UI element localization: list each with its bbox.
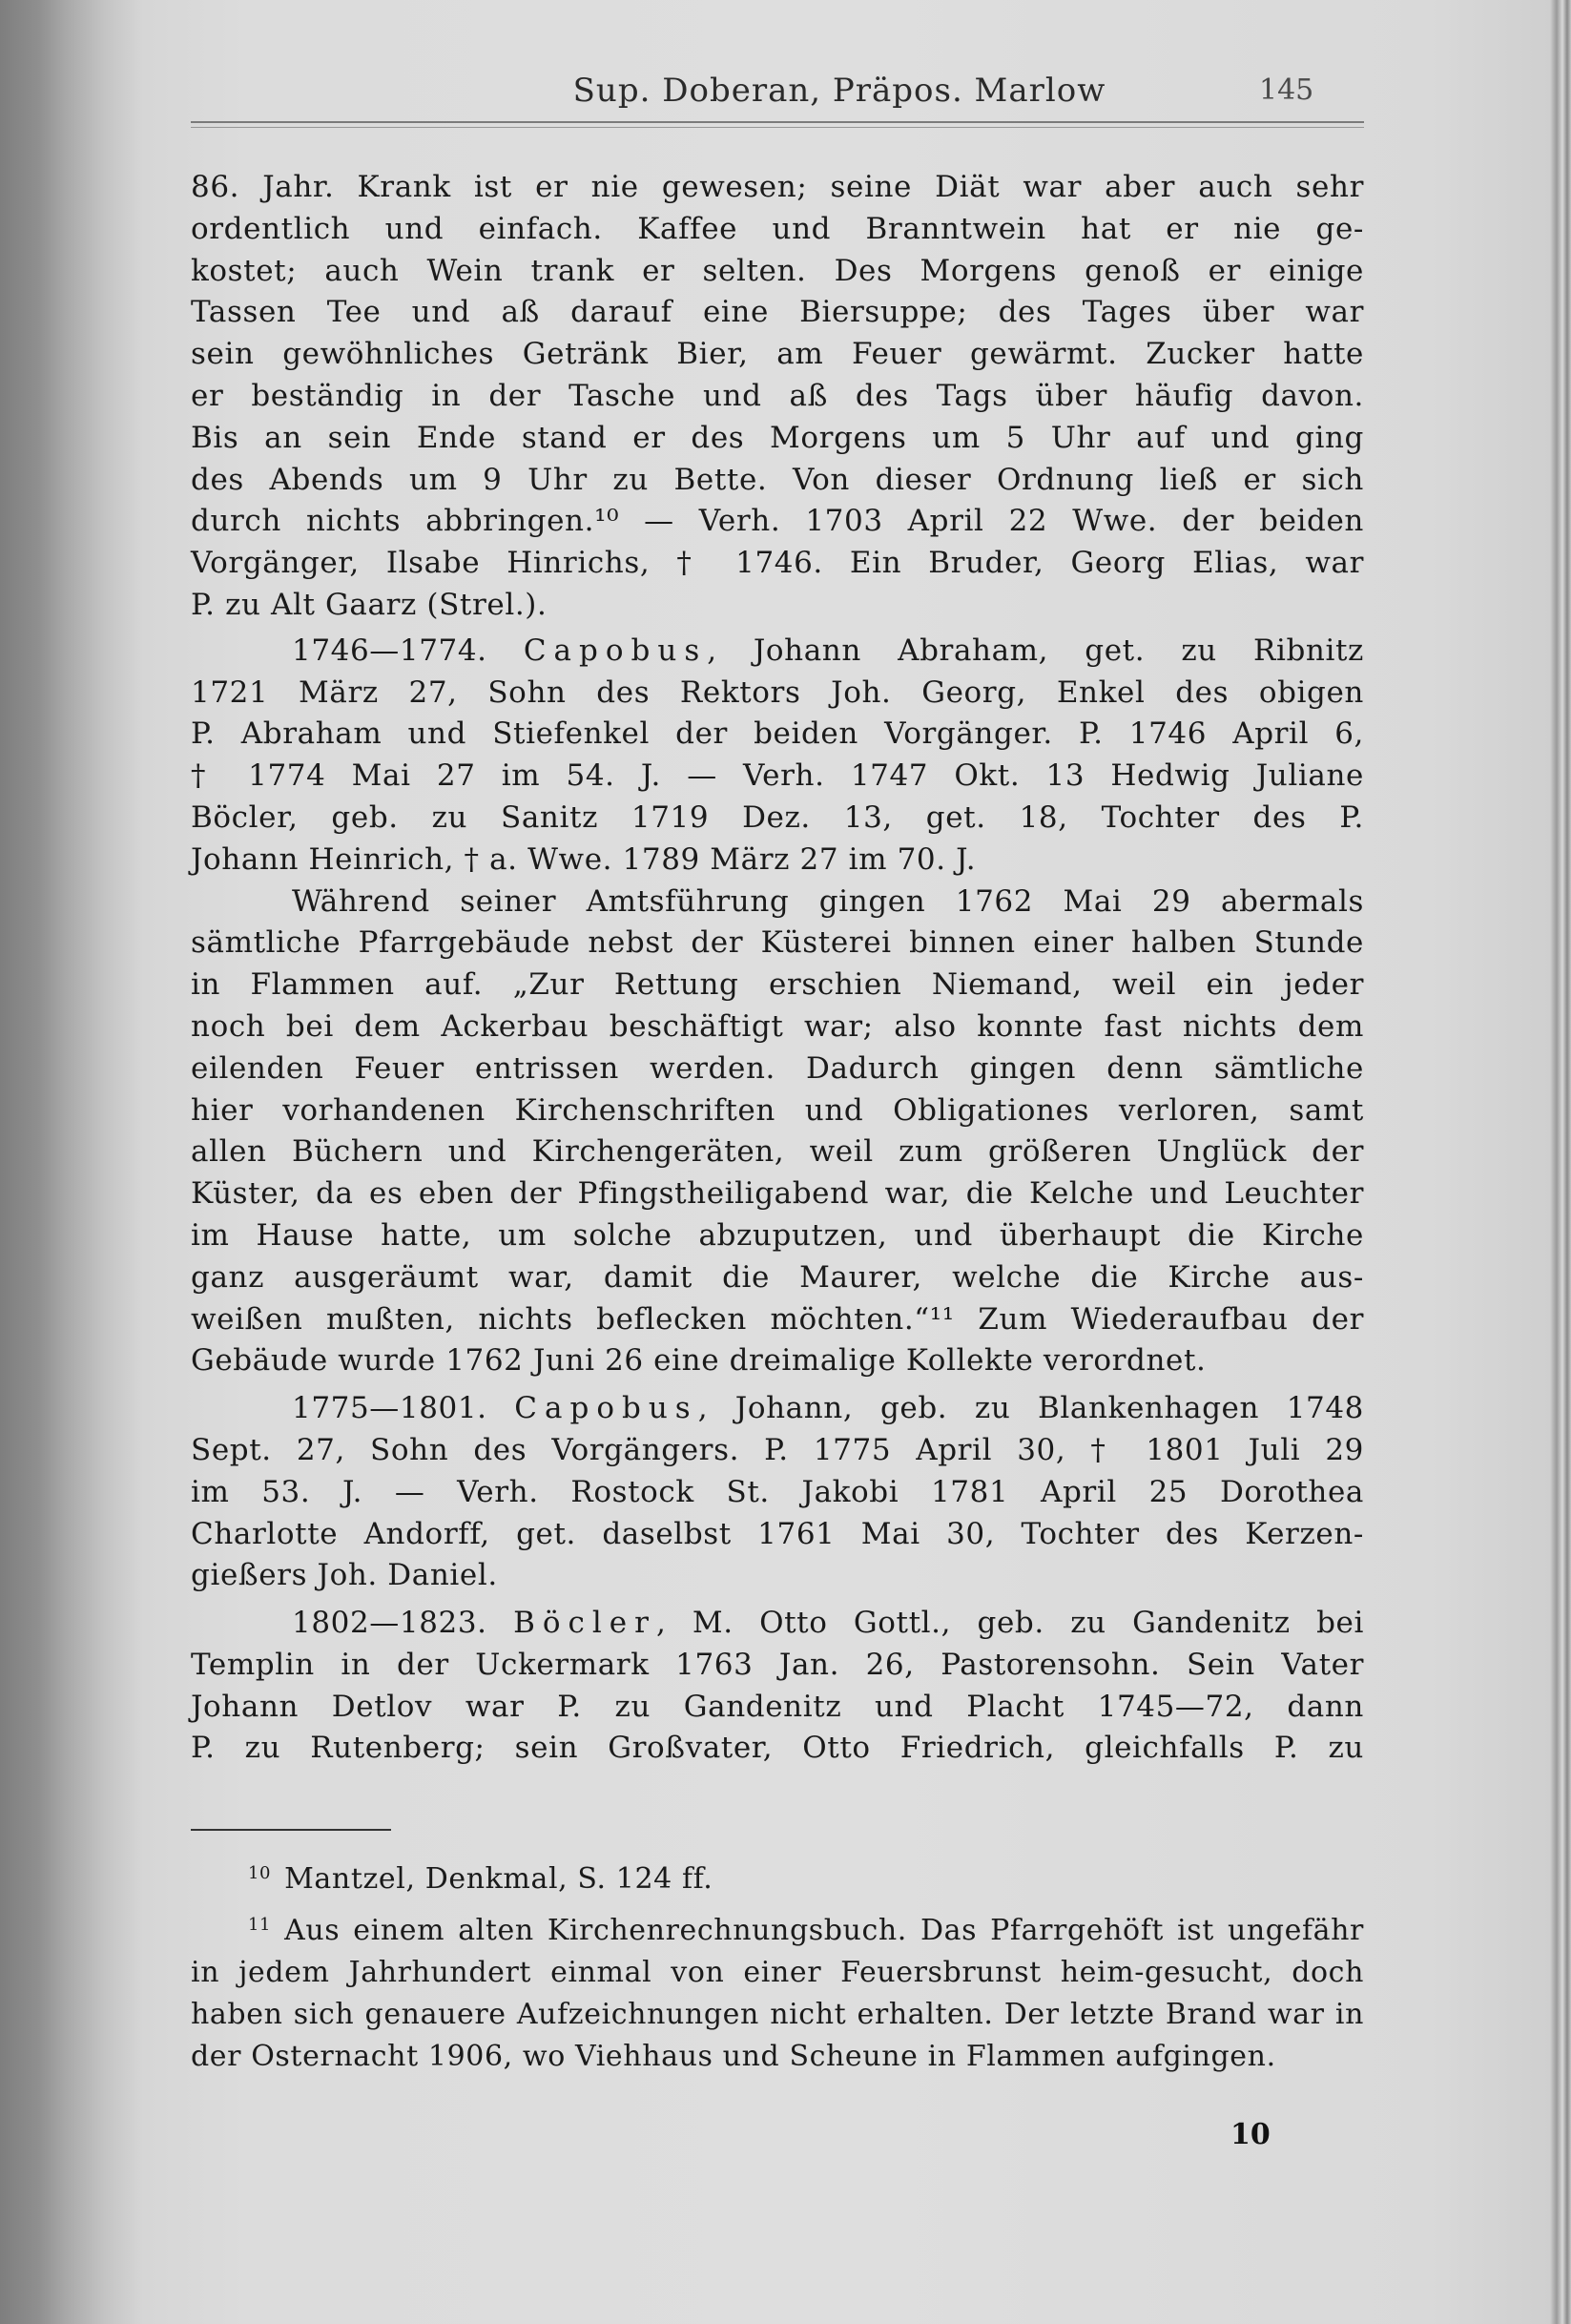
entry-text: , M. Otto Gottl., geb. zu Gandenitz bei: [655, 1606, 1364, 1641]
text-line: im 53. J. — Verh. Rostock St. Jakobi 1781 April 25 Dorothea: [191, 1474, 1364, 1509]
text-line: ordentlich und einfach. Kaffee und Branntwein hat er nie ge-: [191, 211, 1364, 246]
text-line: durch nichts abbringen.¹⁰ — Verh. 1703 April 22 Wwe. der beiden: [191, 504, 1364, 539]
text-line: gießers Joh. Daniel.: [191, 1558, 498, 1593]
text-line: † 1774 Mai 27 im 54. J. — Verh. 1747 Okt. 13 Hedwig Juliane: [191, 758, 1364, 794]
text-line: 1721 März 27, Sohn des Rektors Joh. Georg, Enkel des obigen: [191, 674, 1364, 710]
text-line: kostet; auch Wein trank er selten. Des Morgens genoß er einige: [191, 253, 1364, 288]
text-line: Johann Detlov war P. zu Gandenitz und Placht 1745—72, dann: [191, 1689, 1364, 1724]
text-line: er beständig in der Tasche und aß des Tags über häufig davon.: [191, 378, 1364, 413]
text-line: Bis an sein Ende stand er des Morgens um 5 Uhr auf und ging: [191, 420, 1364, 455]
text-line: Johann Heinrich, † a. Wwe. 1789 März 27 im 70. J.: [191, 841, 977, 877]
footnote-mark: 10: [248, 1863, 272, 1883]
footnote-mark: 11: [248, 1915, 272, 1935]
text-line: Vorgänger, Ilsabe Hinrichs, † 1746. Ein Bruder, Georg Elias, war: [191, 546, 1364, 581]
text-line: Böcler, geb. zu Sanitz 1719 Dez. 13, get. 18, Tochter des P.: [191, 799, 1364, 835]
text-line: weißen mußten, nichts beflecken möchten.“¹¹ Zum Wiederaufbau der: [191, 1301, 1364, 1337]
text-line: des Abends um 9 Uhr zu Bette. Von dieser Ordnung ließ er sich: [191, 462, 1364, 497]
text-line: Templin in der Uckermark 1763 Jan. 26, Pastorensohn. Sein Vater: [191, 1647, 1364, 1682]
page-number: 145: [1259, 73, 1314, 107]
footnote-11: [191, 1910, 1364, 2078]
entry-text: , Johann Abraham, get. zu Ribnitz: [707, 633, 1364, 668]
text-line: ganz ausgeräumt war, damit die Maurer, welche die Kirche aus-: [191, 1259, 1364, 1295]
text-line: in Flammen auf. „Zur Rettung erschien Niemand, weil ein jeder: [191, 967, 1364, 1003]
entry-years: 1802—1823.: [292, 1606, 487, 1641]
text-line: Charlotte Andorff, get. daselbst 1761 Mai 30, Tochter des Kerzen-: [191, 1516, 1364, 1551]
text-line: Küster, da es eben der Pfingstheiligabend war, die Kelche und Leuchter: [191, 1176, 1364, 1212]
text-line: eilenden Feuer entrissen werden. Dadurch gingen denn sämtliche: [191, 1050, 1364, 1086]
footnote-text: Aus einem alten Kirchenrechnungsbuch. Das Pfarrgehöft ist ungefähr in jedem Jahrhundert einmal von einer Feuersbrunst heim-gesucht, doch haben sich genauere Aufzeichnungen nicht erhalten. Der letzte Brand war in der Osternacht 1906, wo Viehhaus und Scheune in Flammen aufgingen.: [191, 1914, 1364, 2073]
text-line: [191, 882, 1364, 923]
footnote-10: [191, 1858, 1364, 1900]
text-line: P. Abraham und Stiefenkel der beiden Vorgänger. P. 1746 April 6,: [191, 716, 1364, 752]
signature-mark: 10: [1230, 2118, 1271, 2151]
text-line: [191, 1603, 1364, 1645]
text-span: Während seiner Amtsführung gingen 1762 Mai 29 abermals: [292, 883, 1364, 919]
footnote-text: Mantzel, Denkmal, S. 124 ff.: [284, 1862, 713, 1896]
entry-name: Capobus: [514, 1391, 698, 1426]
text-line: im Hause hatte, um solche abzuputzen, und überhaupt die Kirche: [191, 1217, 1364, 1253]
text-line: [191, 1388, 1364, 1430]
text-line: Tassen Tee und aß darauf eine Biersuppe; des Tages über war: [191, 295, 1364, 330]
footnote-separator: [191, 1829, 391, 1831]
text-line: sein gewöhnliches Getränk Bier, am Feuer gewärmt. Zucker hatte: [191, 337, 1364, 372]
paragraph-fire-1762: [191, 882, 1364, 1383]
header-rule: [191, 121, 1364, 128]
text-line: hier vorhandenen Kirchenschriften und Obligationes verloren, samt: [191, 1092, 1364, 1128]
entry-name: Capobus: [523, 633, 708, 668]
text-line: allen Büchern und Kirchengeräten, weil zum größeren Unglück der: [191, 1134, 1364, 1170]
paragraph-continuation: [191, 167, 1364, 627]
entry-text: , Johann, geb. zu Blankenhagen 1748: [697, 1391, 1364, 1426]
text-line: [191, 631, 1364, 673]
text-line: Sept. 27, Sohn des Vorgängers. P. 1775 April 30, † 1801 Juli 29: [191, 1432, 1364, 1467]
text-line: P. zu Rutenberg; sein Großvater, Otto Friedrich, gleichfalls P. zu: [191, 1731, 1364, 1766]
entry-years: 1746—1774.: [292, 633, 487, 668]
text-line: P. zu Alt Gaarz (Strel.).: [191, 587, 548, 622]
entry-name: Böcler: [513, 1606, 656, 1641]
page-header: [191, 72, 1555, 129]
entry-years: 1775—1801.: [292, 1391, 487, 1426]
text-line: 86. Jahr. Krank ist er nie gewesen; seine Diät war aber auch sehr: [191, 170, 1364, 204]
footnotes: [191, 1858, 1364, 2087]
pastor-entry-1746: [191, 631, 1364, 882]
pastor-entry-1802: [191, 1603, 1364, 1770]
text-line: sämtliche Pfarrgebäude nebst der Küsterei binnen einer halben Stunde: [191, 925, 1364, 961]
running-title: Sup. Doberan, Präpos. Marlow: [572, 72, 1106, 110]
body-text: [191, 167, 1364, 1770]
text-line: Gebäude wurde 1762 Juni 26 eine dreimalige Kollekte verordnet.: [191, 1343, 1207, 1379]
text-line: noch bei dem Ackerbau beschäftigt war; also konnte fast nichts dem: [191, 1008, 1364, 1044]
pastor-entry-1775: [191, 1388, 1364, 1597]
